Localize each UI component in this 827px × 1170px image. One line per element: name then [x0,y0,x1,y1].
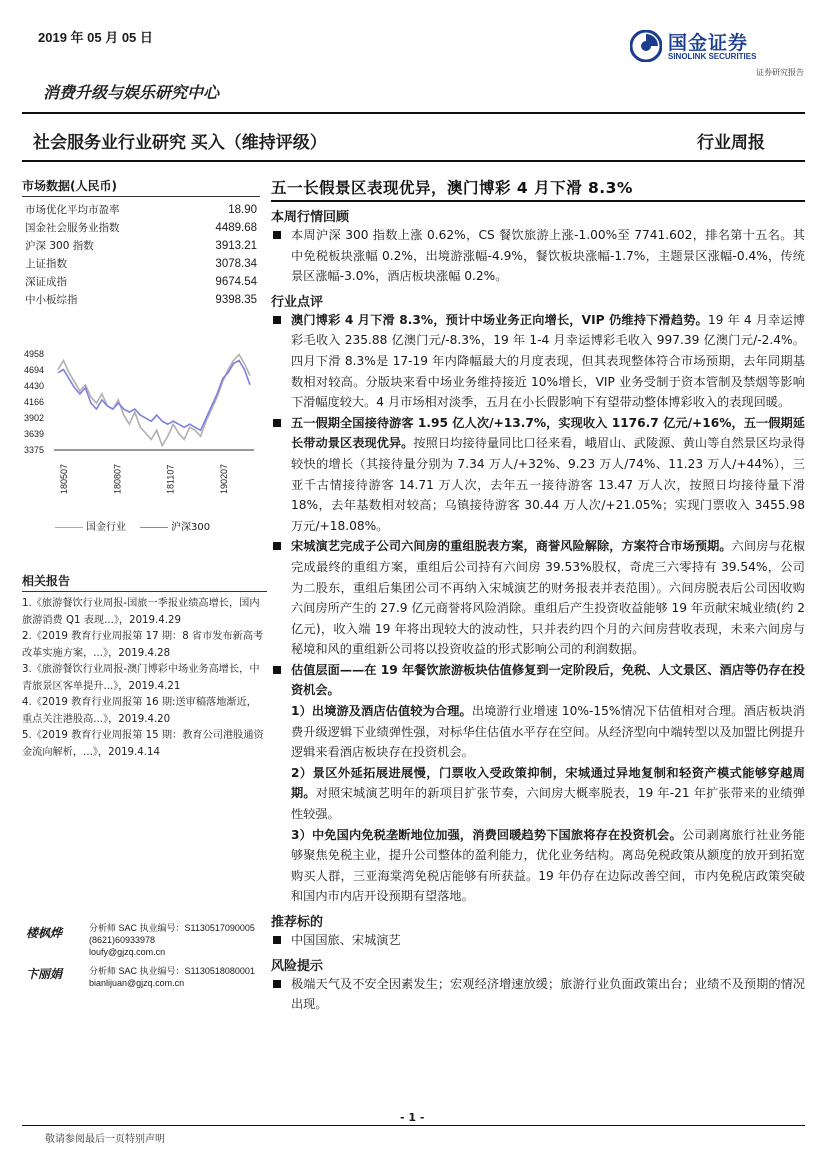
comment-mayday: 五一假期全国接待游客 1.95 亿人次/+13.7%，实现收入 1176.7 亿元/+16%，五一假期延长带动景区表现优异。按照日均接待量同比口径来看，峨眉山、武陵源、黄山等自然景区均录得较快的增长（其接待量分别为 7.34 万人/+32%、9.23 万人/74%、11.23 万人/+44%），三亚千古情接待游客 14.71 万人次，去年五一接待游客 13.47 万人次，按照日均接待量下滑 18%，去年基数相对较高；乌镇接待游客 30.44 万人次/+21.05%；实现门票收入 3455.98 万元/+18.08%。 [271,413,805,537]
y-tick-label: 4958 [24,349,45,359]
main-title: 五一长假景区表现优异，澳门博彩 4 月下滑 8.3% [271,176,805,202]
weekly-review-text: 本周沪深 300 指数上涨 0.62%，CS 餐饮旅游上涨-1.00%至 7741.602，排名第十五名。其中免税板块涨幅 0.2%，出境游涨幅-4.9%，餐饮板块涨幅-1.7%，主题景区涨幅-0.4%，传统景区涨幅-3.0%，酒店板块涨幅 0.2%。 [271,225,805,287]
analyst-name: 楼枫烨 [26,926,63,940]
market-label: 沪深 300 指数 [25,240,94,252]
section-weekly-review: 本周行情回顾 [271,210,350,225]
analyst-phone: (8621)60933978 [89,935,156,945]
page-number: - 1 - [400,1111,425,1124]
market-label: 上证指数 [25,258,67,270]
x-tick-label: 181107 [165,464,176,494]
analyst-sac: 分析师 SAC 执业编号：S1130517090005 [89,923,255,933]
x-tick-label: 180507 [59,463,69,494]
related-reports-title: 相关报告 [22,572,267,592]
market-data-row [22,273,260,291]
market-data-row [22,219,260,237]
market-data-list [22,201,260,309]
logo-icon [630,30,662,62]
x-tick-label: 190207 [219,463,229,494]
recommend-text: 中国国旅、宋城演艺 [271,930,805,951]
related-report-item[interactable]: 2.《2019 教育行业周报第 17 期：8 省市发布新高考改革实施方案，...》，2019.4.28 [22,631,264,659]
footer-note: 敬请参阅最后一页特别声明 [45,1134,165,1145]
related-report-item[interactable]: 4.《2019 教育行业周报第 16 期:送审稿落地渐近，重点关注港股高...》，2019.4.20 [22,697,257,725]
related-report-item[interactable]: 3.《旅游餐饮行业周报-澳门博彩中场业务高增长，中青旅景区客单提升...》，2019.4.21 [22,664,260,692]
logo-subtitle: 证券研究报告 [756,68,804,77]
market-value: 3913.21 [215,240,257,252]
y-tick-label: 4694 [24,365,45,376]
research-center: 消费升级与娱乐研究中心 [43,83,220,102]
footer-divider [22,1125,805,1126]
market-label: 深证成指 [25,276,67,288]
market-data-panel [22,177,260,309]
market-label: 国金社会服务业指数 [25,222,120,234]
analyst-sac: 分析师 SAC 执业编号：S1130518080001 [89,966,255,976]
comment-valuation: 估值层面——在 19 年餐饮旅游板块估值修复到一定阶段后，免税、人文景区、酒店等仍存在投资机会。 [271,660,805,701]
y-tick-label: 4430 [24,381,45,392]
analyst-email: bianlijuan@gjzq.com.cn [89,978,185,988]
market-value: 9398.35 [215,294,257,306]
market-data-row [22,237,260,255]
section-industry-comment: 行业点评 [271,294,324,310]
market-data-row [22,291,260,309]
header-divider [22,112,805,114]
market-label: 市场优化平均市盈率 [25,204,120,216]
market-data-title: 市场数据(人民币) [22,177,260,197]
y-tick-label: 3375 [24,445,45,455]
y-tick-label: 3639 [24,428,45,439]
market-data-row [22,201,260,219]
market-value: 9674.54 [215,276,257,288]
comment-macau: 澳门博彩 4 月下滑 8.3%，预计中场业务正向增长，VIP 仍维持下滑趋势。19 年 4 月幸运博彩毛收入 235.88 亿澳门元/-8.3%，19 年 1-4 月幸运博彩毛收入 997.39 亿澳门元/-2.4%。四月下滑 8.3%是 17-19 年内降幅最大的月度表现，但其表现整体符合市场预期，去年同期基数相对较高。分版块来看中场业务维持接近 10%增长，VIP 业务受制于资本管制及禁烟等影响下滑幅度较大。4 月市场相对淡季，五月在小长假影响下有望带动整体博彩收入的表现回暖。 [271,310,805,413]
market-value: 18.90 [228,204,257,216]
related-reports-list [22,596,267,761]
chart-legend [55,518,210,533]
market-label: 中小板综指 [25,294,78,306]
section-recommend: 推荐标的 [271,915,324,930]
main-content [271,176,805,1015]
analyst-email: loufy@gjzq.com.cn [89,947,166,957]
comment-songcheng: 宋城演艺完成子公司六间房的重组脱表方案，商誉风险解除，方案符合市场预期。六间房与花椒完成最终的重组方案，重组后公司持有六间房 39.53%股权，奇虎三六零持有 39.54%，公司为二股东，重组后集团公司不再纳入宋城演艺的财务报表并表范围）。六间房脱表后公司因收购六间房所产生的 27.9 亿元商誉将风险消除。重组后产生投资收益能够 19 年贡献宋城业绩(约 2 亿元)，收入端 19 年将出现较大的波动性，只并表约四个月的六间房营收表现，未来六间房与秘境和风的重组新公司将以投资收益的形式影响公司的利润数据。 [271,536,805,660]
logo-text-cn: 国金证券 [668,32,749,54]
y-tick-label: 4166 [24,397,45,408]
x-tick-label: 180807 [112,463,123,494]
section-risk: 风险提示 [271,958,324,974]
market-value: 3078.34 [215,258,257,270]
related-reports [22,572,267,761]
report-type: 行业周报 [697,133,765,153]
index-chart [22,340,260,535]
legend-item-industry: 国金行业 [55,518,126,533]
related-report-item[interactable]: 5.《2019 教育行业周报第 15 期：教育公司港股通资金流向解析，...》，2019.4.14 [22,730,264,758]
series-line-1 [58,361,250,431]
related-report-item[interactable]: 1.《旅游餐饮行业周报-国旅一季报业绩高增长，国内旅游消费 Q1 表现...》，2019.4.29 [22,598,260,626]
legend-item-hs300: 沪深300 [140,518,210,533]
chart-svg [22,340,260,518]
valuation-point-3: 3）中免国内免税垄断地位加强，消费回暖趋势下国旅将存在投资机会。公司剥离旅行社业务能够聚焦免税主业，提升公司整体的盈利能力，优化业务结构。离岛免税政策从额度的放开到拓宽购买人群，三亚海棠湾免税店能够有所获益。19 年仍存在边际改善空间，市内免税店政策突破和国内市内店开设预期有望落地。 [291,827,805,904]
y-tick-label: 3902 [24,413,45,424]
logo-text-en: SINOLINK SECURITIES [668,52,757,61]
valuation-point-2: 2）景区外延拓展进展慢，门票收入受政策抑制，宋城通过异地复制和轻资产模式能够穿越周期。对照宋城演艺明年的新项目扩张节奏，六间房大概率脱表，19 年-21 年扩张带来的业绩弹性较强。 [291,765,806,822]
report-date: 2019 年 05 月 05 日 [38,30,153,45]
title-divider [22,160,805,162]
valuation-point-1: 1）出境游及酒店估值较为合理。出境游行业增速 10%-15%情况下估值相对合理。酒店板块消费升级逻辑下业绩弹性强，对标华住估值水平存在空间。从经济型向中端转型以及加盟比例提升逻辑来看酒店板块存在投资机会。 [291,704,805,760]
industry-title: 社会服务业行业研究 买入（维持评级） [33,133,327,152]
analyst-name: 卞丽娟 [26,967,63,981]
series-line-0 [58,355,250,446]
market-value: 4489.68 [215,222,257,234]
market-data-row [22,255,260,273]
risk-text: 极端天气及不安全因素发生；宏观经济增速放缓；旅游行业负面政策出台；业绩不及预期的情况出现。 [271,974,805,1015]
